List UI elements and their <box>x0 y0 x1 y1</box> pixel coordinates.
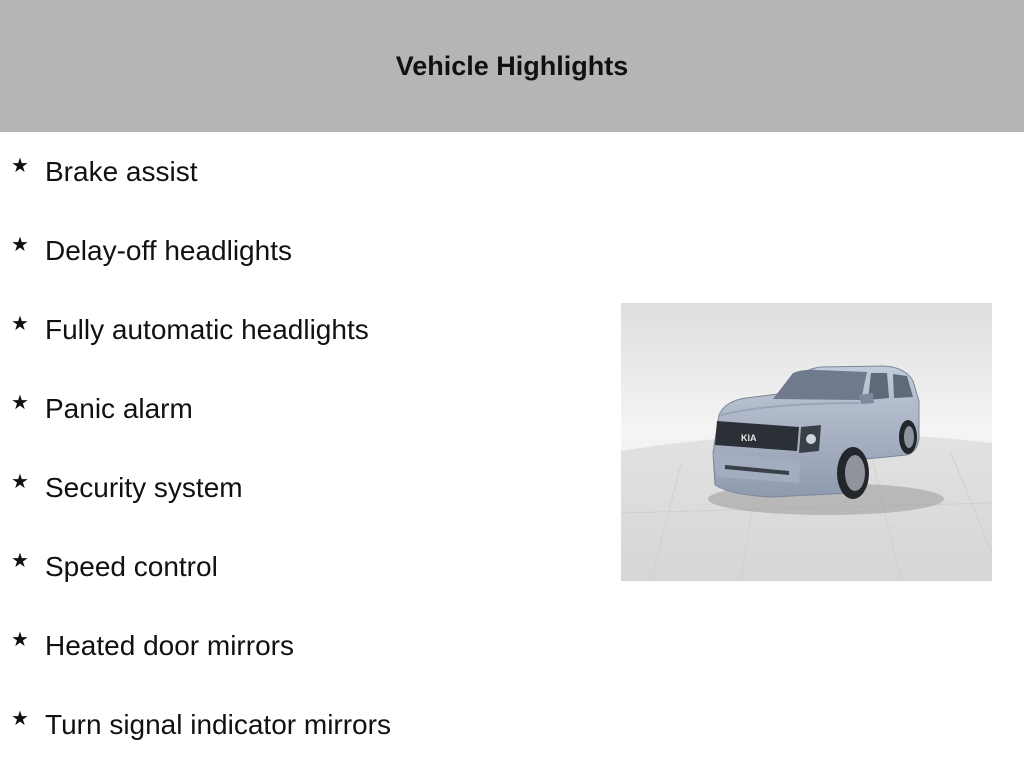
star-icon: ★ <box>11 313 29 335</box>
page-title: Vehicle Highlights <box>395 50 629 81</box>
vehicle-photo <box>621 303 992 581</box>
star-icon: ★ <box>11 550 29 572</box>
list-item <box>0 132 600 211</box>
star-icon: ★ <box>11 629 29 651</box>
list-item <box>0 290 600 369</box>
star-icon: ★ <box>11 392 29 414</box>
list-item <box>0 448 600 527</box>
highlight-label: Brake assist <box>45 156 198 187</box>
list-item <box>0 211 600 290</box>
star-icon: ★ <box>11 708 29 730</box>
highlight-label: Speed control <box>45 551 218 582</box>
header-bar <box>0 0 1024 132</box>
brand-logo: KIA <box>741 433 757 443</box>
highlight-label: Fully automatic headlights <box>45 314 369 345</box>
highlight-label: Security system <box>45 472 243 503</box>
vehicle-illustration <box>621 303 992 581</box>
list-item <box>0 369 600 448</box>
highlights-list <box>0 132 600 764</box>
highlight-label: Heated door mirrors <box>45 630 294 661</box>
list-item <box>0 527 600 606</box>
list-item <box>0 685 600 764</box>
star-icon: ★ <box>11 155 29 177</box>
star-icon: ★ <box>11 471 29 493</box>
highlight-label: Turn signal indicator mirrors <box>45 709 391 740</box>
list-item <box>0 606 600 685</box>
star-icon: ★ <box>11 234 29 256</box>
highlight-label: Delay-off headlights <box>45 235 292 266</box>
highlight-label: Panic alarm <box>45 393 193 424</box>
